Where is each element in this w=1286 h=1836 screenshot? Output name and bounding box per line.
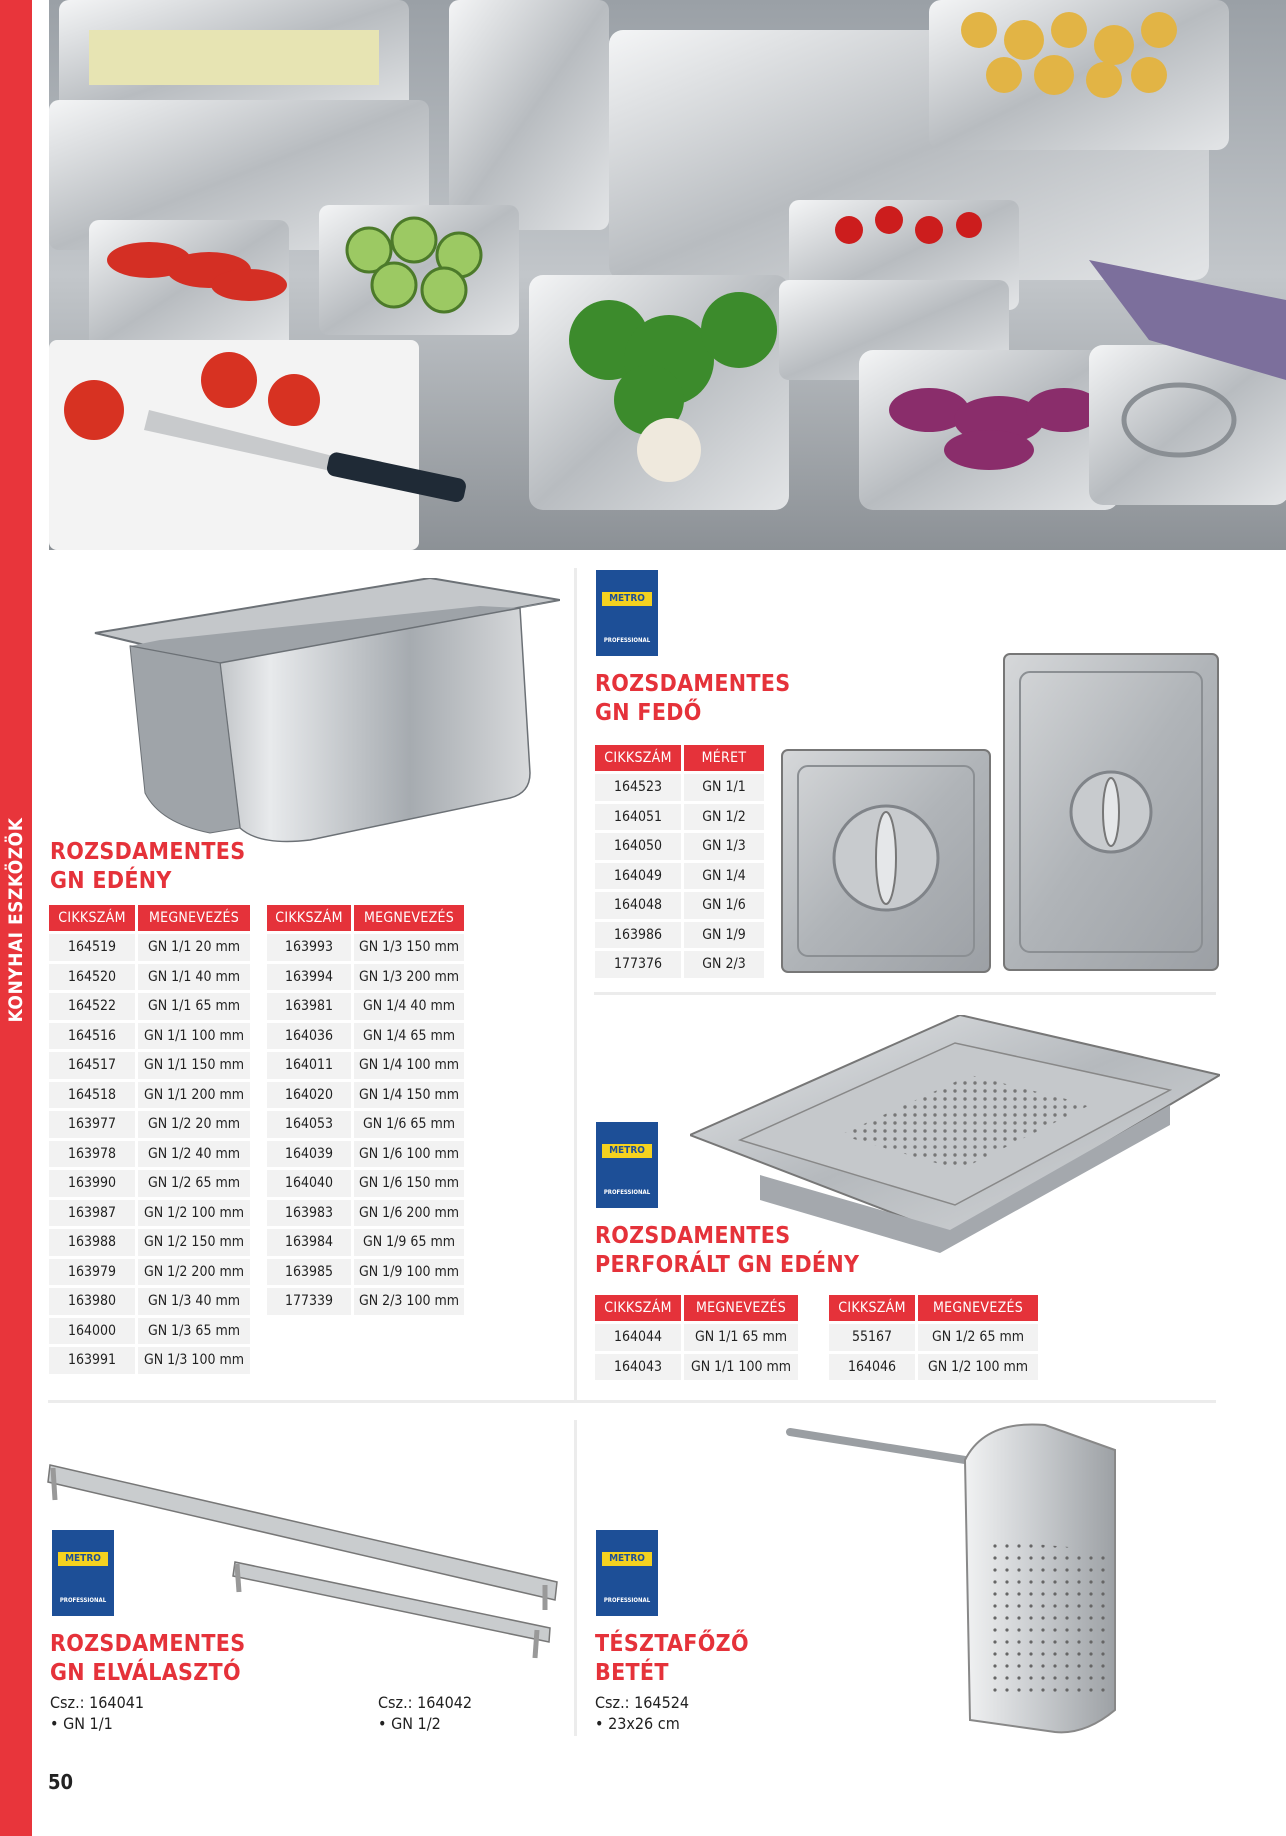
table-row [49, 1082, 250, 1109]
cell-cikkszam: 164043 [595, 1354, 681, 1381]
item-size: • 23x26 cm [595, 1714, 680, 1733]
cell-cikkszam: 163986 [595, 922, 681, 949]
table-row [267, 1170, 464, 1197]
cell-megnevezes: GN 1/3 200 mm [354, 964, 464, 991]
cell-megnevezes: GN 1/2 100 mm [138, 1200, 250, 1227]
perforalt-table-right [826, 1292, 1041, 1383]
fedo-title-line1: ROZSDAMENTES [595, 671, 791, 697]
item-code: Csz.: 164524 [595, 1693, 690, 1712]
table-row [595, 1324, 798, 1351]
fedo-table [592, 742, 767, 981]
table-row [595, 833, 764, 860]
col-header-cikkszam: CIKKSZÁM [267, 905, 351, 931]
table-row [267, 964, 464, 991]
cell-megnevezes: GN 1/6 65 mm [354, 1111, 464, 1138]
perforalt-title-line2: PERFORÁLT GN EDÉNY [595, 1252, 860, 1278]
table-row [829, 1354, 1038, 1381]
table-row [49, 1170, 250, 1197]
col-header-meret: MÉRET [684, 745, 764, 771]
cell-cikkszam: 177376 [595, 951, 681, 978]
metro-professional-logo [596, 570, 658, 656]
elvalaszto-title-line2: GN ELVÁLASZTÓ [50, 1660, 241, 1686]
column-divider [574, 1420, 577, 1736]
col-header-cikkszam: CIKKSZÁM [595, 745, 681, 771]
table-row [49, 1288, 250, 1315]
cell-megnevezes: GN 1/6 100 mm [354, 1141, 464, 1168]
edeny-title-line2: GN EDÉNY [50, 868, 172, 894]
cell-megnevezes: GN 1/1 200 mm [138, 1082, 250, 1109]
fedo-title-line2: GN FEDŐ [595, 700, 702, 726]
col-header-megnevezes: MEGNEVEZÉS [918, 1295, 1038, 1321]
cell-megnevezes: GN 2/3 100 mm [354, 1288, 464, 1315]
table-row [829, 1324, 1038, 1351]
cell-cikkszam: 164516 [49, 1023, 135, 1050]
cell-cikkszam: 164053 [267, 1111, 351, 1138]
edeny-title [50, 838, 245, 896]
cell-cikkszam: 164046 [829, 1354, 915, 1381]
cell-megnevezes: GN 1/1 [684, 774, 764, 801]
table-row [267, 1259, 464, 1286]
logo-professional-text: PROFESSIONAL [603, 637, 651, 644]
cell-megnevezes: GN 1/2 100 mm [918, 1354, 1038, 1381]
elvalaszto-title [50, 1630, 245, 1688]
pasta-insert-image [785, 1420, 1125, 1735]
perforalt-title-line1: ROZSDAMENTES [595, 1223, 791, 1249]
table-row [595, 804, 764, 831]
table-row [595, 922, 764, 949]
logo-metro-text: METRO [602, 1144, 652, 1158]
cell-cikkszam: 163979 [49, 1259, 135, 1286]
cell-megnevezes: GN 1/3 40 mm [138, 1288, 250, 1315]
cell-megnevezes: GN 1/2 40 mm [138, 1141, 250, 1168]
cell-megnevezes: GN 1/6 150 mm [354, 1170, 464, 1197]
cell-megnevezes: GN 1/1 65 mm [684, 1324, 798, 1351]
table-row [49, 934, 250, 961]
cell-megnevezes: GN 1/1 20 mm [138, 934, 250, 961]
cell-cikkszam: 164039 [267, 1141, 351, 1168]
cell-cikkszam: 164050 [595, 833, 681, 860]
table-row [595, 892, 764, 919]
logo-professional-text: PROFESSIONAL [603, 1597, 651, 1604]
tesztafozo-title-line2: BETÉT [595, 1660, 669, 1686]
logo-metro-text: METRO [602, 592, 652, 606]
tesztafozo-title-line1: TÉSZTAFŐZŐ [595, 1631, 749, 1657]
cell-megnevezes: GN 1/1 65 mm [138, 993, 250, 1020]
metro-professional-logo [596, 1530, 658, 1616]
col-header-megnevezes: MEGNEVEZÉS [684, 1295, 798, 1321]
cell-cikkszam: 164049 [595, 863, 681, 890]
elvalaszto-item-2 [378, 1692, 472, 1734]
cell-cikkszam: 177339 [267, 1288, 351, 1315]
table-row [267, 1229, 464, 1256]
cell-cikkszam: 164036 [267, 1023, 351, 1050]
cell-cikkszam: 164000 [49, 1318, 135, 1345]
cell-megnevezes: GN 1/9 100 mm [354, 1259, 464, 1286]
table-row [267, 993, 464, 1020]
cell-cikkszam: 163994 [267, 964, 351, 991]
table-row [267, 1288, 464, 1315]
table-row [267, 1200, 464, 1227]
col-header-megnevezes: MEGNEVEZÉS [354, 905, 464, 931]
cell-cikkszam: 164040 [267, 1170, 351, 1197]
hero-photo [49, 0, 1286, 550]
logo-metro-text: METRO [602, 1552, 652, 1566]
table-row [267, 934, 464, 961]
cell-megnevezes: GN 1/3 100 mm [138, 1347, 250, 1374]
cell-megnevezes: GN 1/1 100 mm [684, 1354, 798, 1381]
cell-cikkszam: 164517 [49, 1052, 135, 1079]
cell-megnevezes: GN 1/3 [684, 833, 764, 860]
cell-megnevezes: GN 1/3 65 mm [138, 1318, 250, 1345]
table-row [49, 1052, 250, 1079]
cell-megnevezes: GN 1/3 150 mm [354, 934, 464, 961]
cell-megnevezes: GN 1/1 150 mm [138, 1052, 250, 1079]
table-row [49, 1023, 250, 1050]
logo-metro-text: METRO [58, 1552, 108, 1566]
col-header-cikkszam: CIKKSZÁM [829, 1295, 915, 1321]
section-divider [48, 1400, 1216, 1403]
item-size: • GN 1/1 [50, 1714, 113, 1733]
cell-megnevezes: GN 1/4 65 mm [354, 1023, 464, 1050]
col-header-cikkszam: CIKKSZÁM [49, 905, 135, 931]
table-row [49, 1318, 250, 1345]
cell-megnevezes: GN 1/4 40 mm [354, 993, 464, 1020]
cell-cikkszam: 164051 [595, 804, 681, 831]
cell-megnevezes: GN 1/1 100 mm [138, 1023, 250, 1050]
item-size: • GN 1/2 [378, 1714, 441, 1733]
column-divider [574, 568, 577, 1400]
gn-pan-image [90, 578, 560, 848]
item-code: Csz.: 164041 [50, 1693, 145, 1712]
perforated-pan-image [690, 1015, 1220, 1255]
table-row [49, 964, 250, 991]
logo-professional-text: PROFESSIONAL [603, 1189, 651, 1196]
cell-cikkszam: 163988 [49, 1229, 135, 1256]
metro-professional-logo [52, 1530, 114, 1616]
table-row [49, 993, 250, 1020]
cell-cikkszam: 163991 [49, 1347, 135, 1374]
table-row [595, 774, 764, 801]
table-row [267, 1141, 464, 1168]
col-header-megnevezes: MEGNEVEZÉS [138, 905, 250, 931]
cell-cikkszam: 164519 [49, 934, 135, 961]
cell-megnevezes: GN 2/3 [684, 951, 764, 978]
page-number: 50 [48, 1770, 74, 1794]
fedo-title [595, 670, 790, 728]
cell-megnevezes: GN 1/2 20 mm [138, 1111, 250, 1138]
gn-lids-image [780, 652, 1220, 974]
table-row [49, 1229, 250, 1256]
cell-megnevezes: GN 1/2 200 mm [138, 1259, 250, 1286]
cell-cikkszam: 163985 [267, 1259, 351, 1286]
cell-cikkszam: 163987 [49, 1200, 135, 1227]
cell-megnevezes: GN 1/6 200 mm [354, 1200, 464, 1227]
edeny-table-right [264, 902, 467, 1318]
cell-cikkszam: 164048 [595, 892, 681, 919]
cell-megnevezes: GN 1/2 65 mm [138, 1170, 250, 1197]
cell-megnevezes: GN 1/4 150 mm [354, 1082, 464, 1109]
table-row [49, 1259, 250, 1286]
tesztafozo-title [595, 1630, 749, 1688]
cell-megnevezes: GN 1/9 65 mm [354, 1229, 464, 1256]
section-divider [594, 992, 1216, 995]
cell-cikkszam: 55167 [829, 1324, 915, 1351]
table-row [267, 1111, 464, 1138]
table-row [49, 1347, 250, 1374]
sidebar-band [0, 0, 32, 1836]
perforalt-title [595, 1222, 859, 1280]
cell-cikkszam: 163981 [267, 993, 351, 1020]
cell-cikkszam: 164020 [267, 1082, 351, 1109]
table-row [49, 1200, 250, 1227]
cell-cikkszam: 164011 [267, 1052, 351, 1079]
table-row [267, 1082, 464, 1109]
perforalt-table-left [592, 1292, 801, 1383]
table-row [595, 1354, 798, 1381]
cell-cikkszam: 163978 [49, 1141, 135, 1168]
cell-cikkszam: 163993 [267, 934, 351, 961]
logo-professional-text: PROFESSIONAL [59, 1597, 107, 1604]
item-code: Csz.: 164042 [378, 1693, 473, 1712]
cell-megnevezes: GN 1/2 150 mm [138, 1229, 250, 1256]
cell-megnevezes: GN 1/2 [684, 804, 764, 831]
cell-cikkszam: 163983 [267, 1200, 351, 1227]
table-row [595, 951, 764, 978]
tesztafozo-info [595, 1692, 689, 1734]
elvalaszto-title-line1: ROZSDAMENTES [50, 1631, 246, 1657]
table-row [267, 1052, 464, 1079]
cell-cikkszam: 163977 [49, 1111, 135, 1138]
edeny-table-left [46, 902, 253, 1377]
cell-cikkszam: 163984 [267, 1229, 351, 1256]
sidebar-label: KONYHAI ESZKÖZÖK [5, 817, 27, 1023]
cell-cikkszam: 164518 [49, 1082, 135, 1109]
elvalaszto-item-1 [50, 1692, 144, 1734]
cell-cikkszam: 164044 [595, 1324, 681, 1351]
cell-megnevezes: GN 1/4 100 mm [354, 1052, 464, 1079]
cell-megnevezes: GN 1/2 65 mm [918, 1324, 1038, 1351]
cell-cikkszam: 163990 [49, 1170, 135, 1197]
table-row [49, 1111, 250, 1138]
table-row [595, 863, 764, 890]
cell-cikkszam: 164523 [595, 774, 681, 801]
cell-megnevezes: GN 1/4 [684, 863, 764, 890]
cell-cikkszam: 164520 [49, 964, 135, 991]
col-header-cikkszam: CIKKSZÁM [595, 1295, 681, 1321]
cell-cikkszam: 164522 [49, 993, 135, 1020]
metro-professional-logo [596, 1122, 658, 1208]
table-row [267, 1023, 464, 1050]
cell-megnevezes: GN 1/1 40 mm [138, 964, 250, 991]
table-row [49, 1141, 250, 1168]
cell-megnevezes: GN 1/9 [684, 922, 764, 949]
edeny-title-line1: ROZSDAMENTES [50, 839, 246, 865]
cell-cikkszam: 163980 [49, 1288, 135, 1315]
cell-megnevezes: GN 1/6 [684, 892, 764, 919]
